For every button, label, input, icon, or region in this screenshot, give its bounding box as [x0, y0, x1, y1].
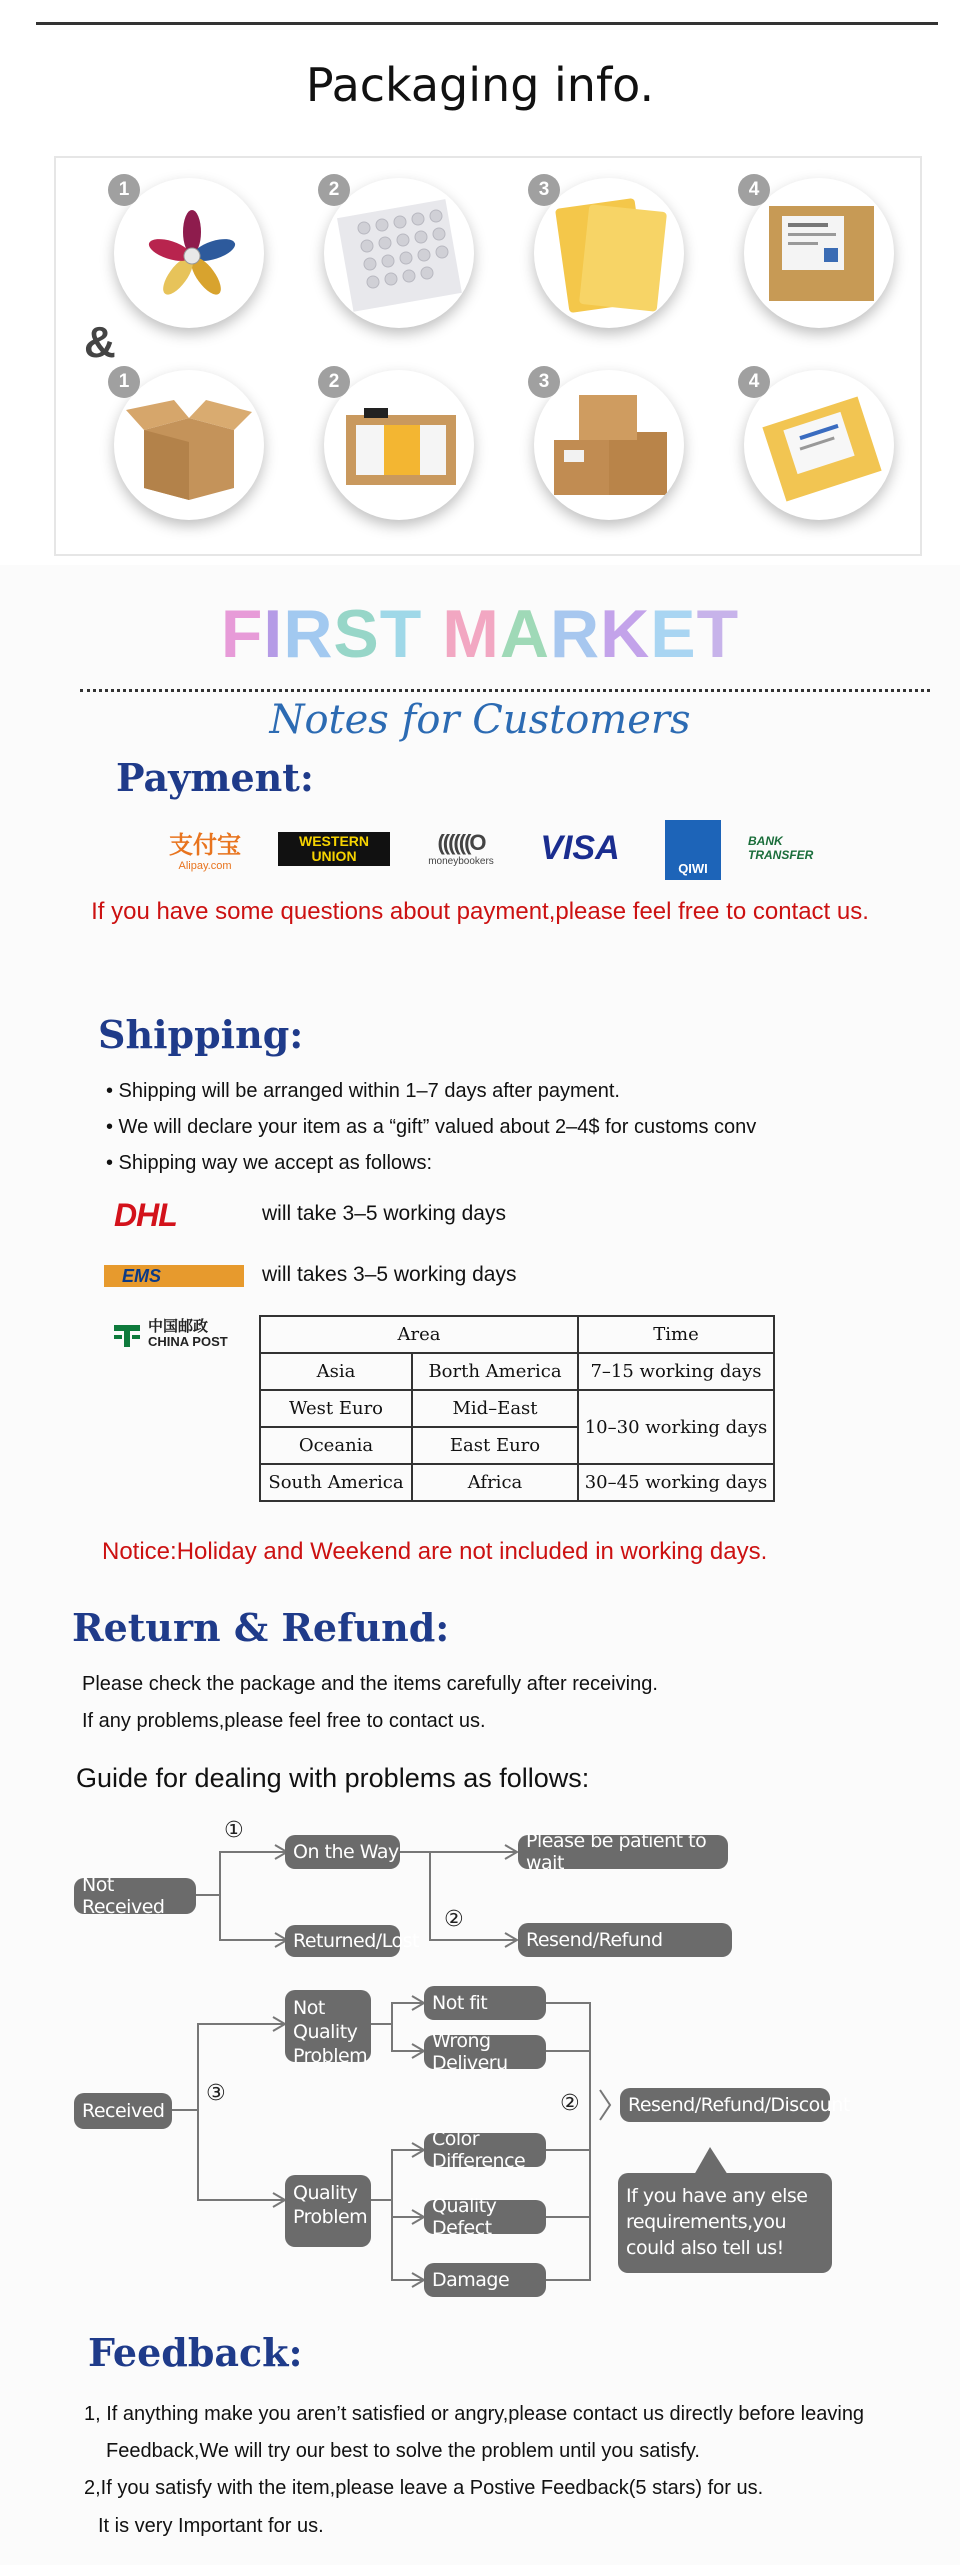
packaging-panel — [54, 156, 922, 556]
packaging-step-stacked-boxes — [534, 370, 684, 520]
table-cell: 10–30 working days — [578, 1390, 774, 1464]
table-cell: Mid–East — [412, 1390, 578, 1427]
notes-heading: Notes for Customers — [269, 697, 691, 743]
speech-tail-icon — [690, 2145, 730, 2177]
alipay-logo: 支付宝 Alipay.com — [169, 830, 241, 872]
china-post-name-en: CHINA POST — [148, 1334, 228, 1349]
payment-title: Payment: — [116, 755, 314, 800]
ems-delivery-time: will takes 3–5 working days — [262, 1263, 517, 1286]
western-union-logo: WESTERN UNION — [278, 832, 390, 866]
brand-letter: F — [220, 596, 264, 672]
shipping-bullet: • Shipping way we accept as follows: — [106, 1152, 433, 1174]
step-badge: 2 — [318, 174, 350, 206]
branch-number: ② — [560, 2090, 580, 2115]
wrong-delivery-node: Wrong Deliveru — [424, 2035, 546, 2069]
table-cell: 30–45 working days — [578, 1464, 774, 1501]
branch-number: ② — [444, 1906, 464, 1931]
branch-number: ① — [224, 1817, 244, 1842]
brand-letter: A — [499, 596, 550, 672]
top-divider — [36, 22, 938, 25]
step-badge: 2 — [318, 366, 350, 398]
refund-line: If any problems,please feel free to contact us. — [82, 1710, 486, 1732]
ampersand: & — [84, 318, 116, 367]
packaging-step-parcel-label — [744, 178, 894, 328]
step-badge: 3 — [528, 174, 560, 206]
else-requirements-note: If you have any else requirements,you could also tell us! — [618, 2173, 832, 2273]
shipping-notice: Notice:Holiday and Weekend are not included in working days. — [102, 1538, 768, 1565]
step-badge: 4 — [738, 366, 770, 398]
table-cell: 7–15 working days — [578, 1353, 774, 1390]
table-cell: Oceania — [260, 1427, 412, 1464]
labeled-parcel-image — [744, 370, 894, 520]
shipping-bullet: • We will declare your item as a “gift” valued about 2–4$ for customs conv — [106, 1116, 757, 1138]
resend-refund-discount-node: Resend/Refund/Discount — [620, 2088, 830, 2122]
qiwi-logo: QIWI — [665, 820, 721, 880]
step-badge: 1 — [108, 174, 140, 206]
table-cell: West Euro — [260, 1390, 412, 1427]
color-difference-node: Color Difference — [424, 2133, 546, 2167]
ems-logo: EMS — [104, 1265, 244, 1287]
received-node: Received — [74, 2093, 172, 2129]
packaging-title: Packaging info. — [305, 58, 655, 112]
feedback-title: Feedback: — [88, 2330, 303, 2375]
brand-letter: R — [550, 596, 601, 672]
on-the-way-node: On the Way — [285, 1835, 400, 1869]
quality-defect-node: Quality Defect — [424, 2200, 546, 2234]
packed-box-image — [324, 370, 474, 520]
step-badge: 3 — [528, 366, 560, 398]
table-header-area: Area — [260, 1316, 578, 1353]
packaging-step-labeled-parcel — [744, 370, 894, 520]
dhl-delivery-time: will take 3–5 working days — [262, 1202, 506, 1225]
brand-letter: I — [263, 596, 284, 672]
shipping-bullet: • Shipping will be arranged within 1–7 days after payment. — [106, 1080, 620, 1102]
be-patient-node: Please be patient to wait — [518, 1835, 728, 1869]
packaging-step-open-box — [114, 370, 264, 520]
visa-logo: VISA — [540, 828, 620, 867]
brand-letter: T — [696, 596, 740, 672]
table-cell: Borth America — [412, 1353, 578, 1390]
packaging-step-packed-box — [324, 370, 474, 520]
guide-heading: Guide for dealing with problems as follows: — [76, 1763, 590, 1793]
feedback-line: It is very Important for us. — [98, 2515, 324, 2537]
parcel-label-image — [744, 178, 894, 328]
table-cell: South America — [260, 1464, 412, 1501]
not-fit-node: Not fit — [424, 1986, 546, 2020]
china-post-name-cn: 中国邮政 — [148, 1318, 209, 1335]
not-quality-problem-node: Not Quality Problem — [285, 1990, 371, 2062]
packaging-step-padded-envelope — [534, 178, 684, 328]
brand-letter: M — [442, 596, 500, 672]
returned-lost-node: Returned/Lost — [285, 1925, 400, 1957]
moneybookers-logo: ((((((O moneybookers — [428, 829, 494, 867]
feedback-line: 2,If you satisfy with the item,please leave a Postive Feedback(5 stars) for us. — [84, 2477, 764, 2499]
brand-letter: S — [333, 596, 380, 672]
feedback-line: 1, If anything make you aren’t satisfied or angry,please contact us directly before leaving — [84, 2403, 865, 2425]
brand-letter: T — [379, 596, 423, 672]
bubble-wrap-image — [324, 178, 474, 328]
shipping-title: Shipping: — [98, 1012, 304, 1057]
refund-title: Return & Refund: — [72, 1605, 450, 1650]
brand-letter: E — [650, 596, 697, 672]
resend-refund-node: Resend/Refund — [518, 1923, 732, 1957]
table-header-time: Time — [578, 1316, 774, 1353]
brand-letter: K — [600, 596, 651, 672]
table-cell: Asia — [260, 1353, 412, 1390]
quality-problem-node: Quality Problem — [285, 2175, 371, 2247]
table-cell: Africa — [412, 1464, 578, 1501]
payment-notice: If you have some questions about payment,please feel free to contact us. — [91, 898, 869, 925]
branch-number: ③ — [206, 2080, 226, 2105]
packaging-step-jewelry — [114, 178, 264, 328]
step-badge: 1 — [108, 366, 140, 398]
packaging-step-bubble-wrap — [324, 178, 474, 328]
step-badge: 4 — [738, 174, 770, 206]
customer-notes-section — [0, 565, 960, 2565]
dhl-logo: DHL — [114, 1197, 177, 1233]
padded-envelope-image — [534, 178, 684, 328]
open-box-image — [114, 370, 264, 520]
brand-letter: R — [283, 596, 334, 672]
refund-line: Please check the package and the items carefully after receiving. — [82, 1673, 658, 1695]
bank-transfer-logo: BANK TRANSFER — [748, 834, 814, 862]
not-received-node: Not Received — [74, 1878, 196, 1914]
stacked-boxes-image — [534, 370, 684, 520]
table-cell: East Euro — [412, 1427, 578, 1464]
damage-node: Damage — [424, 2263, 546, 2297]
feedback-line: Feedback,We will try our best to solve the problem until you satisfy. — [106, 2440, 700, 2462]
jewelry-image — [114, 178, 264, 328]
